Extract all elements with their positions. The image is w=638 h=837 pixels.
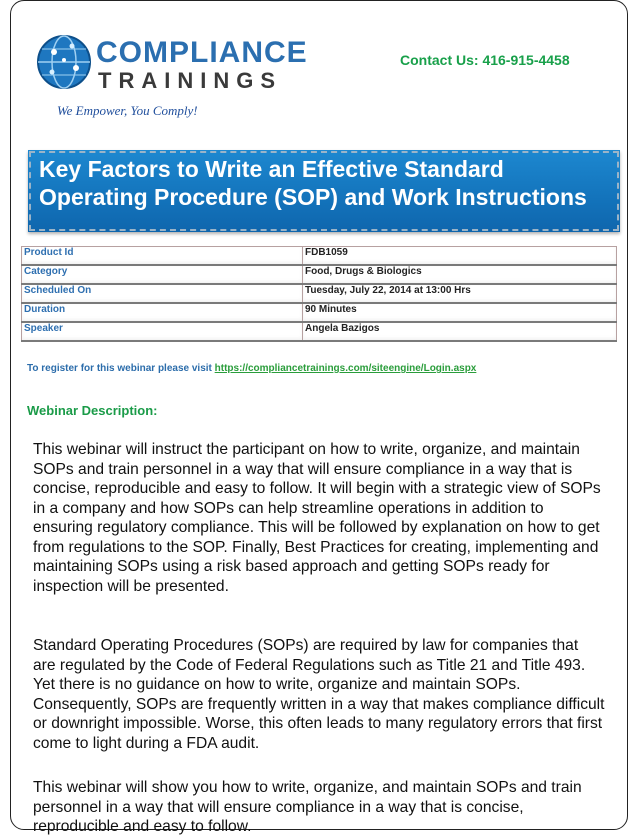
row-value: Tuesday, July 22, 2014 at 13:00 Hrs bbox=[303, 284, 617, 303]
table-row bbox=[22, 265, 617, 284]
logo-text-trainings: TRAININGS bbox=[98, 68, 282, 93]
contact-phone[interactable]: Contact Us: 416-915-4458 bbox=[400, 52, 570, 68]
register-text: To register for this webinar please visit bbox=[27, 363, 215, 374]
logo-text-compliance: COMPLIANCE bbox=[96, 36, 308, 69]
row-label: Product Id bbox=[22, 247, 303, 266]
row-label: Scheduled On bbox=[22, 284, 303, 303]
tagline: We Empower, You Comply! bbox=[57, 103, 198, 118]
description-paragraph: This webinar will show you how to write, organize, and maintain SOPs and train personnel in a way that will ensure compliance in a way that is concise, reproducible and easy to follow. bbox=[33, 779, 582, 835]
register-notice bbox=[27, 363, 476, 374]
details-table bbox=[21, 246, 617, 342]
row-label: Category bbox=[22, 265, 303, 284]
table-row bbox=[22, 322, 617, 341]
table-row bbox=[22, 247, 617, 266]
description-paragraph: Standard Operating Procedures (SOPs) are required by law for companies that are regulated by the Code of Federal Regulations such as Title 21 and Title 493. Yet there is no guidance on how to write, organize and maintain SOPs. Consequently, SOPs are frequently written in a way that makes compliance difficult or downright impossible. Worse, this often leads to many regulatory errors that first come to light during a FDA audit. bbox=[33, 637, 605, 752]
row-value: Food, Drugs & Biologics bbox=[303, 265, 617, 284]
description-paragraph: This webinar will instruct the participant on how to write, organize, and maintain SOPs and train personnel in a way that will ensure compliance in a way that is concise, reproducible and easy to follow. It will begin with a strategic view of SOPs in a company and how SOPs can help streamline operations in addition to ensuring regulatory compliance. This will be followed by explanation on how to get from regulations to the SOP. Finally, Best Practices for creating, implementing and maintaining SOPs using a risk based approach and getting SOPs ready for inspection will be presented. bbox=[33, 441, 601, 595]
row-label: Speaker bbox=[22, 322, 303, 341]
table-row bbox=[22, 284, 617, 303]
company-logo bbox=[36, 30, 308, 94]
webinar-title: Key Factors to Write an Effective Standard Operating Procedure (SOP) and Work Instructions bbox=[39, 156, 587, 210]
row-value: FDB1059 bbox=[303, 247, 617, 266]
globe-logo-icon bbox=[36, 32, 92, 92]
row-label: Duration bbox=[22, 303, 303, 322]
row-value: Angela Bazigos bbox=[303, 322, 617, 341]
row-value: 90 Minutes bbox=[303, 303, 617, 322]
table-row bbox=[22, 303, 617, 322]
section-heading: Webinar Description: bbox=[27, 403, 158, 418]
register-link[interactable]: https://compliancetrainings.com/siteengine/Login.aspx bbox=[214, 363, 477, 374]
